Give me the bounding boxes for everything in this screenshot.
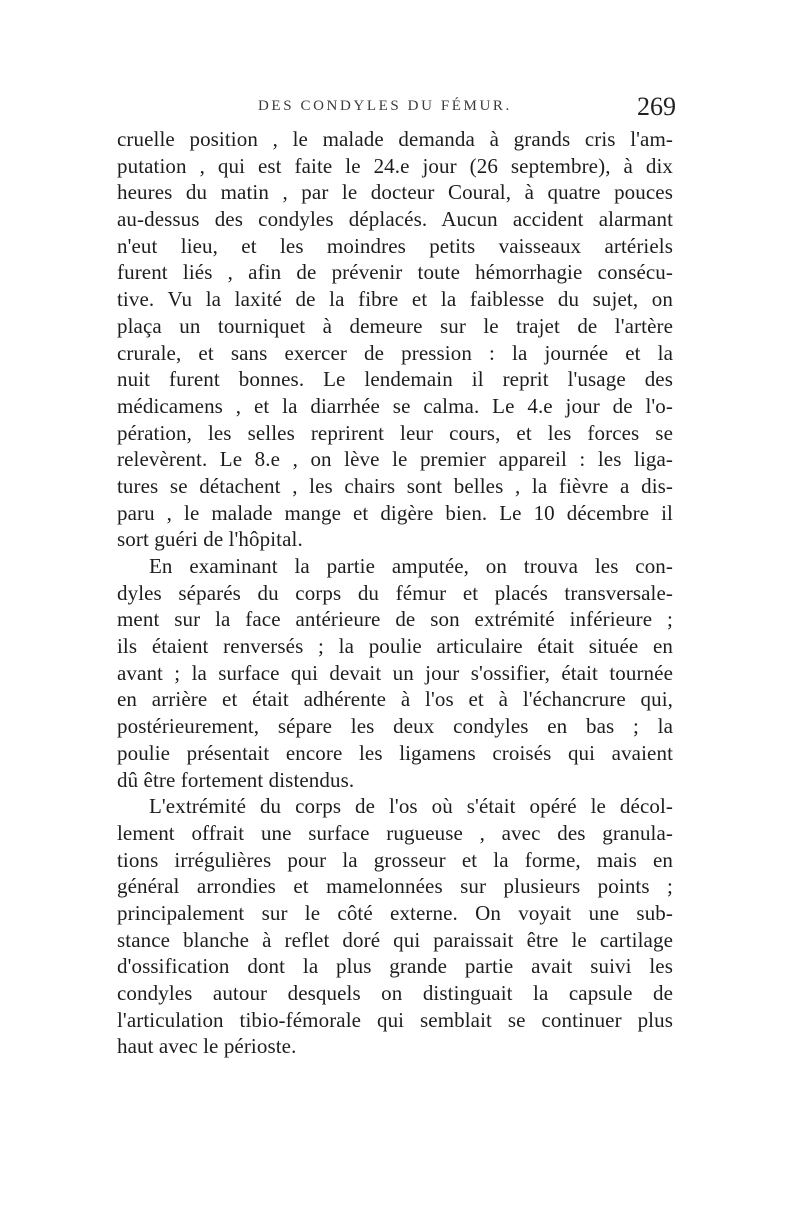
text-line: crurale, et sans exercer de pression : la journée et la xyxy=(117,340,673,365)
text-line: au-dessus des condyles déplacés. Aucun accident alarmant xyxy=(117,207,673,232)
text-line: stance blanche à reflet doré qui paraissait être le cartilage xyxy=(117,927,673,952)
text-line: pération, les selles reprirent leur cours, et les forces se xyxy=(117,420,673,445)
text-line: dû être fortement distendus. xyxy=(117,767,355,792)
text-line: dyles séparés du corps du fémur et placés transversale- xyxy=(117,580,673,605)
text-line: général arrondies et mamelonnées sur plusieurs points ; xyxy=(117,874,673,899)
text-line: postérieurement, sépare les deux condyles en bas ; la xyxy=(117,714,673,739)
text-line: tions irrégulières pour la grosseur et la forme, mais en xyxy=(117,847,673,872)
body-text xyxy=(117,126,673,1060)
text-line: paru , le malade mange et digère bien. Le 10 décembre il xyxy=(117,500,673,525)
text-line: tive. Vu la laxité de la fibre et la faiblesse du sujet, on xyxy=(117,287,673,312)
text-line: avant ; la surface qui devait un jour s'ossifier, était tournée xyxy=(117,660,673,685)
text-line: poulie présentait encore les ligamens croisés qui avaient xyxy=(117,740,673,765)
text-line: principalement sur le côté externe. On voyait une sub- xyxy=(117,900,673,925)
text-line: heures du matin , par le docteur Coural, à quatre pouces xyxy=(117,180,673,205)
text-line: putation , qui est faite le 24.e jour (26 septembre), à dix xyxy=(117,153,673,178)
text-line: ils étaient renversés ; la poulie articulaire était située en xyxy=(117,634,673,659)
text-line: L'extrémité du corps de l'os où s'était opéré le décol- xyxy=(149,794,673,819)
text-line: l'articulation tibio-fémorale qui semblait se continuer plus xyxy=(117,1007,673,1032)
text-line: En examinant la partie amputée, on trouva les con- xyxy=(149,554,673,578)
text-line: furent liés , afin de prévenir toute hémorrhagie consécu- xyxy=(117,260,673,285)
page-number: 269 xyxy=(637,92,676,121)
running-title: DES CONDYLES DU FÉMUR. xyxy=(258,98,512,114)
running-head xyxy=(118,92,688,122)
text-line: médicamens , et la diarrhée se calma. Le 4.e jour de l'o- xyxy=(117,393,673,418)
text-line: n'eut lieu, et les moindres petits vaisseaux artériels xyxy=(117,233,673,258)
text-line: haut avec le périoste. xyxy=(117,1034,297,1059)
text-line: sort guéri de l'hôpital. xyxy=(117,527,303,552)
text-line: d'ossification dont la plus grande partie avait suivi les xyxy=(117,954,673,979)
text-line: tures se détachent , les chairs sont belles , la fièvre a dis- xyxy=(117,473,673,498)
text-line: ment sur la face antérieure de son extrémité inférieure ; xyxy=(117,607,673,632)
text-line: nuit furent bonnes. Le lendemain il reprit l'usage des xyxy=(117,367,673,392)
text-line: plaça un tourniquet à demeure sur le trajet de l'artère xyxy=(117,313,673,338)
text-line: relevèrent. Le 8.e , on lève le premier appareil : les liga- xyxy=(117,447,673,472)
text-line: condyles autour desquels on distinguait la capsule de xyxy=(117,981,673,1005)
text-line: cruelle position , le malade demanda à grands cris l'am- xyxy=(117,127,673,151)
text-line: en arrière et était adhérente à l'os et à l'échancrure qui, xyxy=(117,687,673,712)
text-line: lement offrait une surface rugueuse , avec des granula- xyxy=(117,820,673,845)
